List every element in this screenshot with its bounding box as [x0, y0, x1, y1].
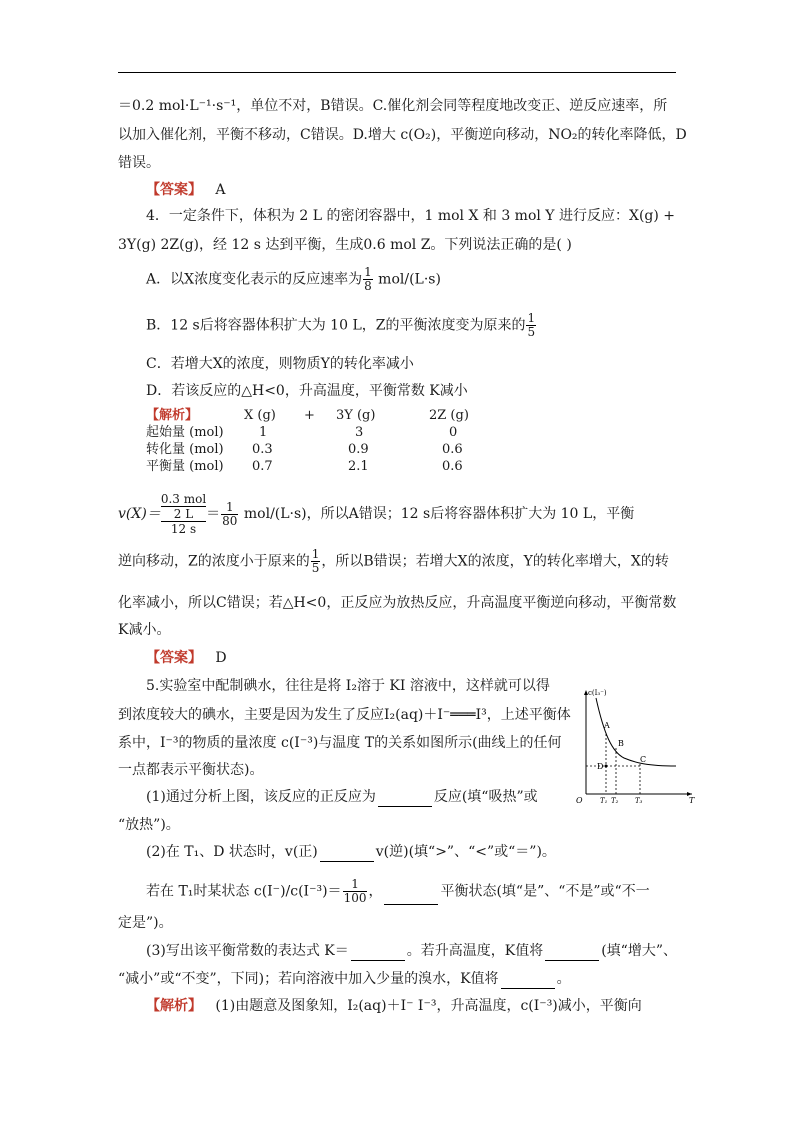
sub-question-2b [146, 878, 650, 905]
answer-blank[interactable] [351, 946, 405, 961]
x-axis-label: T [689, 796, 695, 804]
para-line: ＝0.2 mol·L⁻¹·s⁻¹，单位不对，B错误。C.催化剂会同等程度地改变正、逆反应速率，所 [118, 98, 668, 114]
para-line: 错误。 [118, 155, 160, 171]
answer-blank[interactable] [501, 974, 555, 989]
sub-question-text: “减小”或“不变”，下同)；若向溶液中加入少量的溴水，K值将 [118, 971, 499, 987]
analysis-tag: 【解析】 [146, 998, 202, 1014]
rate-lhs: v(X)＝ [118, 506, 161, 522]
question-4-line: 3Y(g) 2Z(g)，经 12 s 达到平衡，生成0.6 mol Z。下列说法正确的是( ) [118, 237, 572, 253]
sub-question-text: v(逆)(填“>”、“<”或“＝”)。 [375, 844, 556, 860]
sub-question-1 [146, 787, 538, 807]
sub-question-text: 。若升高温度，K值将 [406, 943, 544, 959]
question-5-line: 一点都表示平衡状态)。 [118, 762, 264, 778]
cell-z: 0 [449, 425, 458, 440]
analysis-line [146, 996, 642, 1016]
header-plus: + [304, 408, 315, 423]
option-d: D．若该反应的△H<0，升高温度，平衡常数 K减小 [146, 383, 468, 399]
analysis-line: 化率减小，所以C错误；若△H<0，正反应为放热反应，升高温度平衡逆向移动，平衡常数 [118, 595, 677, 611]
option-a-text: A．以X浓度变化表示的反应速率为 [146, 271, 363, 288]
analysis-tag: 【解析】 [146, 408, 199, 423]
cell-y: 0.9 [348, 442, 369, 457]
sub-question-2b-cont: 定是”)。 [118, 915, 173, 931]
tick-t3: T₃ [635, 797, 643, 804]
cell-x: 1 [259, 425, 268, 440]
sub-question-text: 反应(填“吸热”或 [433, 789, 538, 805]
equilibrium-curve [596, 698, 676, 766]
cell-y: 2.1 [348, 459, 369, 474]
header-y: 3Y (g) [336, 408, 376, 423]
sub-question-2 [146, 842, 556, 862]
cell-z: 0.6 [442, 459, 463, 474]
analysis-text: (1)由题意及图象知，I₂(aq)＋I⁻ I⁻³，升高温度，c(I⁻³)减小，平衡向 [215, 998, 642, 1014]
cell-x: 0.7 [252, 459, 273, 474]
fraction: $\frac{1}{5}$ [527, 311, 536, 339]
sub-question-3-cont [118, 969, 571, 989]
option-b [146, 312, 537, 339]
sub-question-text: (3)写出该平衡常数的表达式 K＝ [146, 943, 349, 959]
answer-blank[interactable] [384, 890, 438, 905]
equals: ＝ [206, 506, 221, 522]
point-c-label: C [640, 755, 647, 764]
answer-blank[interactable] [545, 946, 599, 961]
tick-t1: T₁ [600, 797, 608, 804]
sub-question-text: 若在 T₁时某状态 c(I⁻)/c(I⁻³)＝ [146, 883, 342, 900]
question-5-line: 到浓度较大的碘水，主要是因为发生了反应I₂(aq)＋I⁻═══I³，上述平衡体 [118, 707, 571, 723]
row-label: 起始量 (mol) [146, 425, 224, 440]
answer-value: D [215, 650, 227, 666]
point-d-marker [605, 765, 608, 768]
sub-question-text: 。 [556, 971, 571, 987]
sub-question-text: (1)通过分析上图，该反应的正反应为 [146, 789, 376, 805]
y-axis-label: c(I₃⁻) [588, 689, 607, 697]
answer-blank[interactable] [378, 792, 432, 807]
point-b-label: B [618, 739, 624, 748]
answer-line [146, 648, 227, 668]
para-line: 以加入催化剂，平衡不移动，C错误。D.增大 c(O₂)，平衡逆向移动，NO₂的转化率降低，D [118, 127, 687, 143]
option-c: C．若增大X的浓度，则物质Y的转化率减小 [146, 356, 414, 372]
analysis-line [118, 548, 669, 575]
header-rule [118, 72, 676, 73]
point-a-label: A [604, 721, 610, 730]
option-a [146, 266, 441, 293]
sub-question-text: (2)在 T₁、D 状态时，v(正) [146, 844, 318, 860]
fraction: $\frac{1}{8}$ [364, 265, 372, 293]
header-z: 2Z (g) [429, 408, 469, 423]
answer-blank[interactable] [320, 847, 374, 862]
answer-line [146, 180, 225, 200]
tick-t2: T₂ [611, 797, 619, 804]
option-a-unit: mol/(L·s) [373, 271, 441, 288]
answer-value: A [215, 182, 226, 198]
row-label: 平衡量 (mol) [146, 459, 224, 474]
cell-x: 0.3 [252, 442, 273, 457]
fraction: $\frac{1}{100}$ [343, 877, 367, 905]
compound-fraction: 0.3 mol 2 L 12 s [160, 492, 207, 536]
question-5-line: 5.实验室中配制碘水，往往是将 I₂溶于 KI 溶液中，这样就可以得 [146, 678, 550, 694]
cell-z: 0.6 [442, 442, 463, 457]
option-b-text: B．12 s后将容器体积扩大为 10 L，Z的平衡浓度变为原来的 [146, 317, 526, 334]
fraction: $\frac{1}{80}$ [222, 499, 238, 528]
analysis-line: K减小。 [118, 622, 171, 638]
origin-label: O [576, 796, 583, 804]
sub-question-text: ， [368, 883, 383, 900]
sub-question-3 [146, 941, 677, 961]
question-4-line: 4．一定条件下，体积为 2 L 的密闭容器中，1 mol X 和 3 mol Y 进行反应：X(g) + [146, 208, 676, 224]
rate-equation [118, 486, 634, 542]
sub-question-text: 平衡状态(填“是”、“不是”或“不一 [440, 883, 650, 900]
sub-question-1-cont: “放热”)。 [118, 817, 180, 833]
sub-question-text: (填“增大”、 [601, 943, 677, 959]
answer-tag: 【答案】 [146, 182, 202, 198]
fraction: $\frac{1}{5}$ [311, 547, 320, 575]
answer-tag: 【答案】 [146, 650, 202, 666]
point-d-label: D [597, 762, 604, 771]
concentration-temperature-graph [576, 686, 696, 804]
header-x: X (g) [244, 408, 276, 423]
analysis-text: ，所以B错误；若增大X的浓度，Y的转化率增大，X的转 [321, 553, 669, 570]
rate-text: mol/(L·s)，所以A错误；12 s后将容器体积扩大为 10 L，平衡 [239, 506, 635, 522]
question-5-line: 系中，I⁻³的物质的量浓度 c(I⁻³)与温度 T的关系如图所示(曲线上的任何 [118, 735, 562, 751]
analysis-text: 逆向移动，Z的浓度小于原来的 [118, 553, 310, 570]
cell-y: 3 [355, 425, 364, 440]
row-label: 转化量 (mol) [146, 442, 224, 457]
